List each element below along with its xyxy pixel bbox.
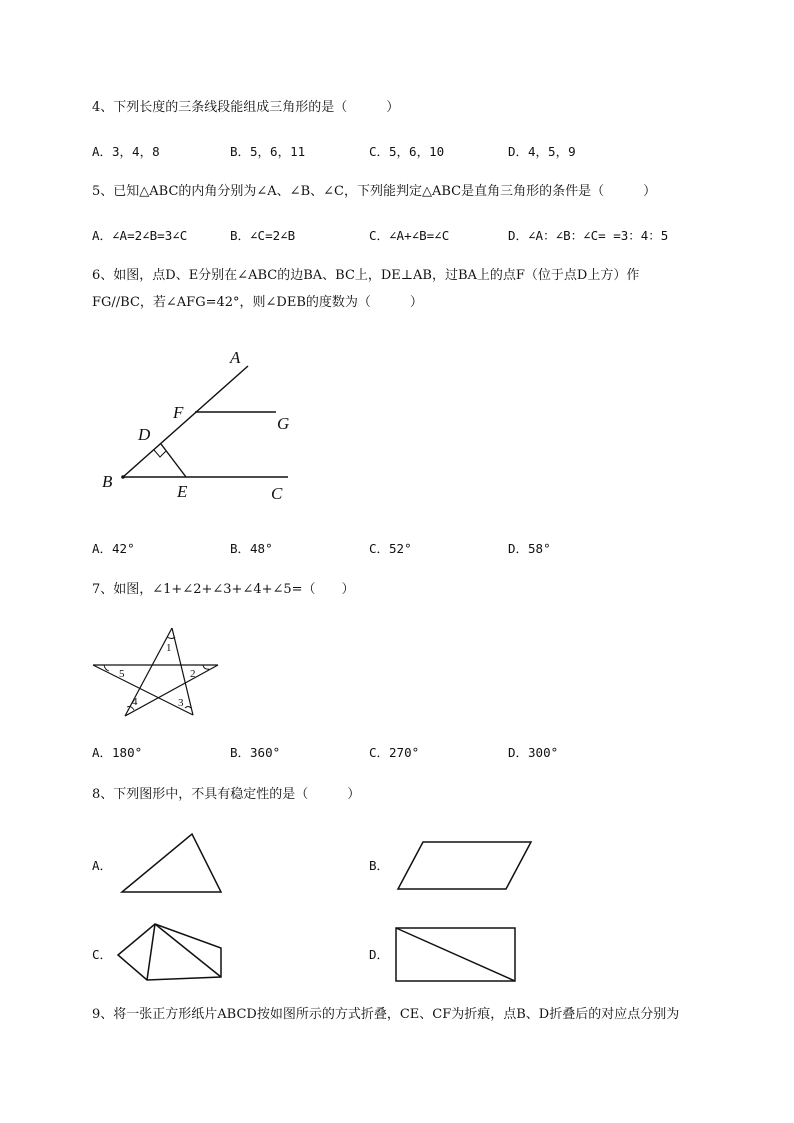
- angle-label-1: 1: [166, 642, 172, 654]
- q8-option-c-label: C．: [92, 947, 113, 962]
- q4-option-b: B．5，6，11: [230, 144, 306, 159]
- q7-option-c: C．270°: [369, 745, 420, 760]
- triangle-shape: [122, 834, 221, 892]
- label-c: C: [271, 484, 283, 503]
- q9-stem: 9、将一张正方形纸片ABCD按如图所示的方式折叠，CE、CF为折痕，点B、D折叠后的对应点分别为: [92, 1007, 680, 1022]
- angle-label-2: 2: [190, 668, 196, 680]
- q4-stem: 4、下列长度的三条线段能组成三角形的是（ ）: [92, 100, 400, 115]
- q5-stem: 5、已知△ABC的内角分别为∠A、∠B、∠C，下列能判定△ABC是直角三角形的条件是（ ）: [92, 184, 657, 199]
- q6-option-d: D．58°: [508, 541, 551, 556]
- q5-option-a: A．∠A=2∠B=3∠C: [92, 228, 188, 243]
- q6-option-a: A．42°: [92, 541, 135, 556]
- angle-label-3: 3: [178, 697, 184, 709]
- q8-option-d-label: D．: [369, 947, 390, 962]
- q4-option-d: D．4，5，9: [508, 144, 576, 159]
- q7-option-a: A．180°: [92, 745, 143, 760]
- label-f: F: [173, 403, 184, 422]
- label-b: B: [102, 472, 113, 491]
- pentagon-triangulated-shape: [118, 924, 221, 980]
- label-g: G: [277, 414, 290, 433]
- q6-stem-line1: 6、如图，点D、E分别在∠ABC的边BA、BC上，DE⊥AB，过BA上的点F（位于点D上方）作: [92, 268, 640, 283]
- q7-option-b: B．360°: [230, 745, 281, 760]
- q5-option-b: B．∠C=2∠B: [230, 228, 296, 243]
- q8-option-b-label: B．: [369, 858, 390, 873]
- q5-option-d: D．∠A：∠B：∠C= =3：4：5: [508, 228, 669, 243]
- q6-option-b: B．48°: [230, 541, 273, 556]
- q5-option-c: C．∠A+∠B=∠C: [369, 228, 450, 243]
- q8-stem: 8、下列图形中，不具有稳定性的是（ ）: [92, 787, 361, 802]
- angle-label-4: 4: [132, 696, 138, 708]
- label-e: E: [177, 482, 188, 501]
- q4-option-a: A．3，4，8: [92, 144, 160, 159]
- angle-label-5: 5: [119, 668, 125, 680]
- label-d: D: [138, 425, 151, 444]
- rectangle-with-diagonal-shape: [396, 928, 515, 981]
- q7-option-d: D．300°: [508, 745, 559, 760]
- parallelogram-shape: [398, 842, 531, 889]
- q6-option-c: C．52°: [369, 541, 412, 556]
- q4-option-c: C．5，6，10: [369, 144, 445, 159]
- q8-option-a-label: A．: [92, 858, 113, 873]
- q6-stem-line2: FG//BC，若∠AFG=42°，则∠DEB的度数为（ ）: [92, 295, 423, 310]
- q7-stem: 7、如图，∠1+∠2+∠3+∠4+∠5=（ ）: [92, 582, 355, 597]
- label-a: A: [230, 348, 241, 367]
